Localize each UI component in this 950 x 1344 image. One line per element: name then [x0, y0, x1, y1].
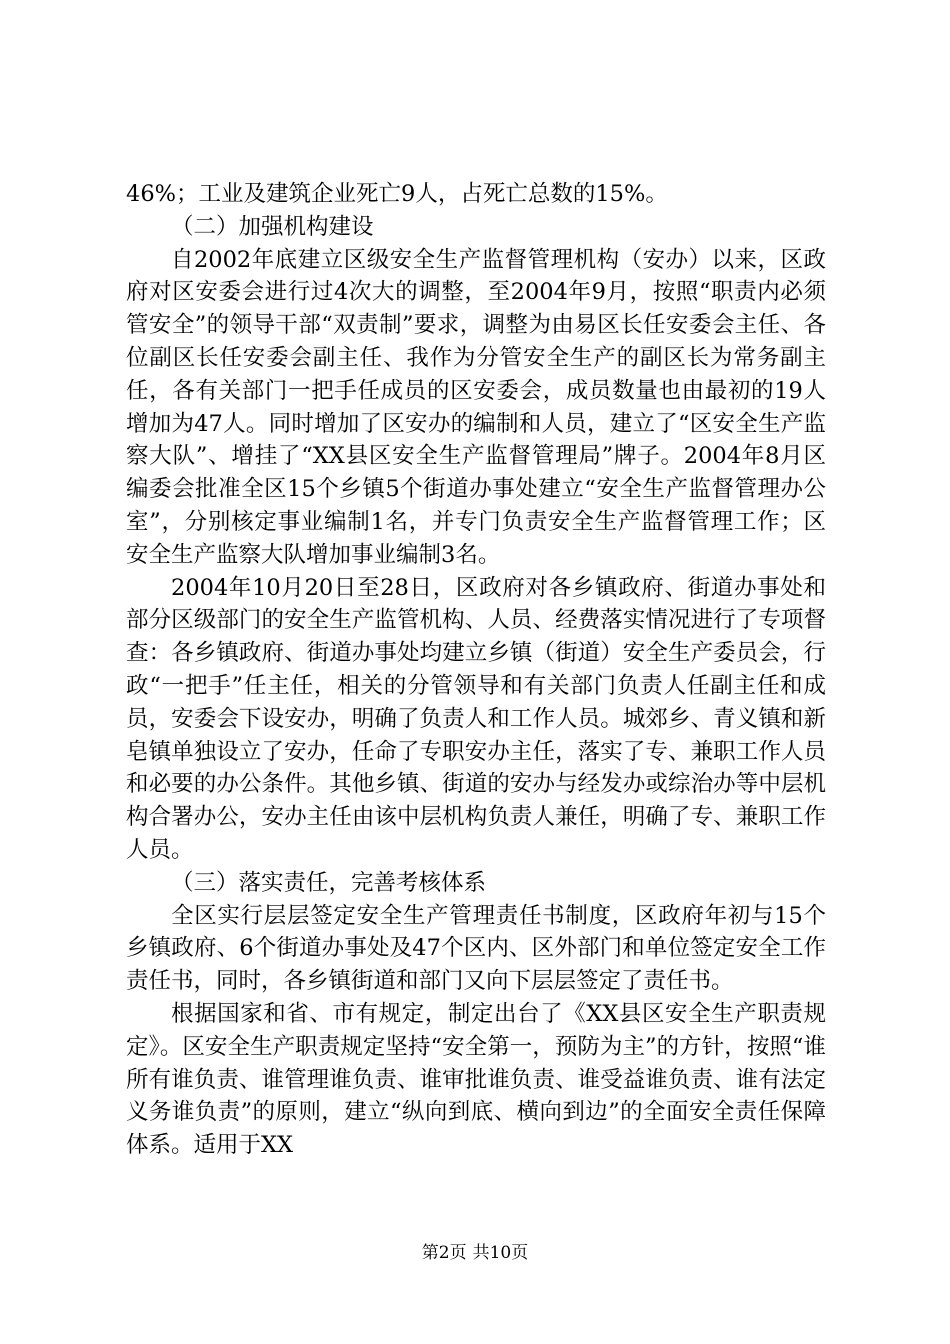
- section-heading-3: （三）落实责任，完善考核体系: [171, 869, 487, 896]
- page-total: 共10页: [472, 1243, 529, 1263]
- paragraph-responsibility-rules: 根据国家和省、市有规定，制定出台了《XX县区安全生产职责规定》。区安全生产职责规定坚持“安全第一，预防为主”的方针，按照“谁所有谁负责、谁管理谁负责、谁审批谁负责、谁受益谁负责、谁有法定义务谁负责”的原则，建立“纵向到底、横向到边”的全面安全责任保障体系。适用于XX: [126, 1000, 826, 1159]
- paragraph-continuation: 46%；工业及建筑企业死亡9人，占死亡总数的15%。: [126, 181, 668, 207]
- document-body: [126, 178, 826, 1162]
- page-footer: [0, 1242, 950, 1264]
- paragraph-responsibility-letters: 全区实行层层签定安全生产管理责任书制度，区政府年初与15个乡镇政府、6个街道办事处及47个区内、区外部门和单位签定安全工作责任书，同时，各乡镇街道和部门又向下层层签定了责任书。: [126, 902, 826, 995]
- section-heading-2: （二）加强机构建设: [171, 213, 374, 240]
- page-number: 第2页: [421, 1243, 467, 1263]
- paragraph-inspection: 2004年10月20日至28日，区政府对各乡镇政府、街道办事处和部分区级部门的安全生产监管机构、人员、经费落实情况进行了专项督查：各乡镇政府、街道办事处均建立乡镇（街道）安全生产委员会，行政“一把手”任主任，相关的分管领导和有关部门负责人任副主任和成员，安委会下设安办，明确了负责人和工作人员。城郊乡、青义镇和新皂镇单独设立了安办，任命了专职安办主任，落实了专、兼职工作人员和必要的办公条件。其他乡镇、街道的安办与经发办或综治办等中层机构合署办公，安办主任由该中层机构负责人兼任，明确了专、兼职工作人员。: [126, 574, 826, 863]
- paragraph-institution-building: 自2002年底建立区级安全生产监督管理机构（安办）以来，区政府对区安委会进行过4次大的调整，至2004年9月，按照“职责内必须管安全”的领导干部“双责制”要求，调整为由易区长任安委会主任、各位副区长任安委会副主任、我作为分管安全生产的副区长为常务副主任，各有关部门一把手任成员的区安委会，成员数量也由最初的19人增加为47人。同时增加了区安办的编制和人员，建立了“区安全生产监察大队”、增挂了“XX县区安全生产监督管理局”牌子。2004年8月区编委会批准全区15个乡镇5个街道办事处建立“安全生产监督管理办公室”，分别核定事业编制1名，并专门负责安全生产监督管理工作；区安全生产监察大队增加事业编制3名。: [126, 246, 826, 568]
